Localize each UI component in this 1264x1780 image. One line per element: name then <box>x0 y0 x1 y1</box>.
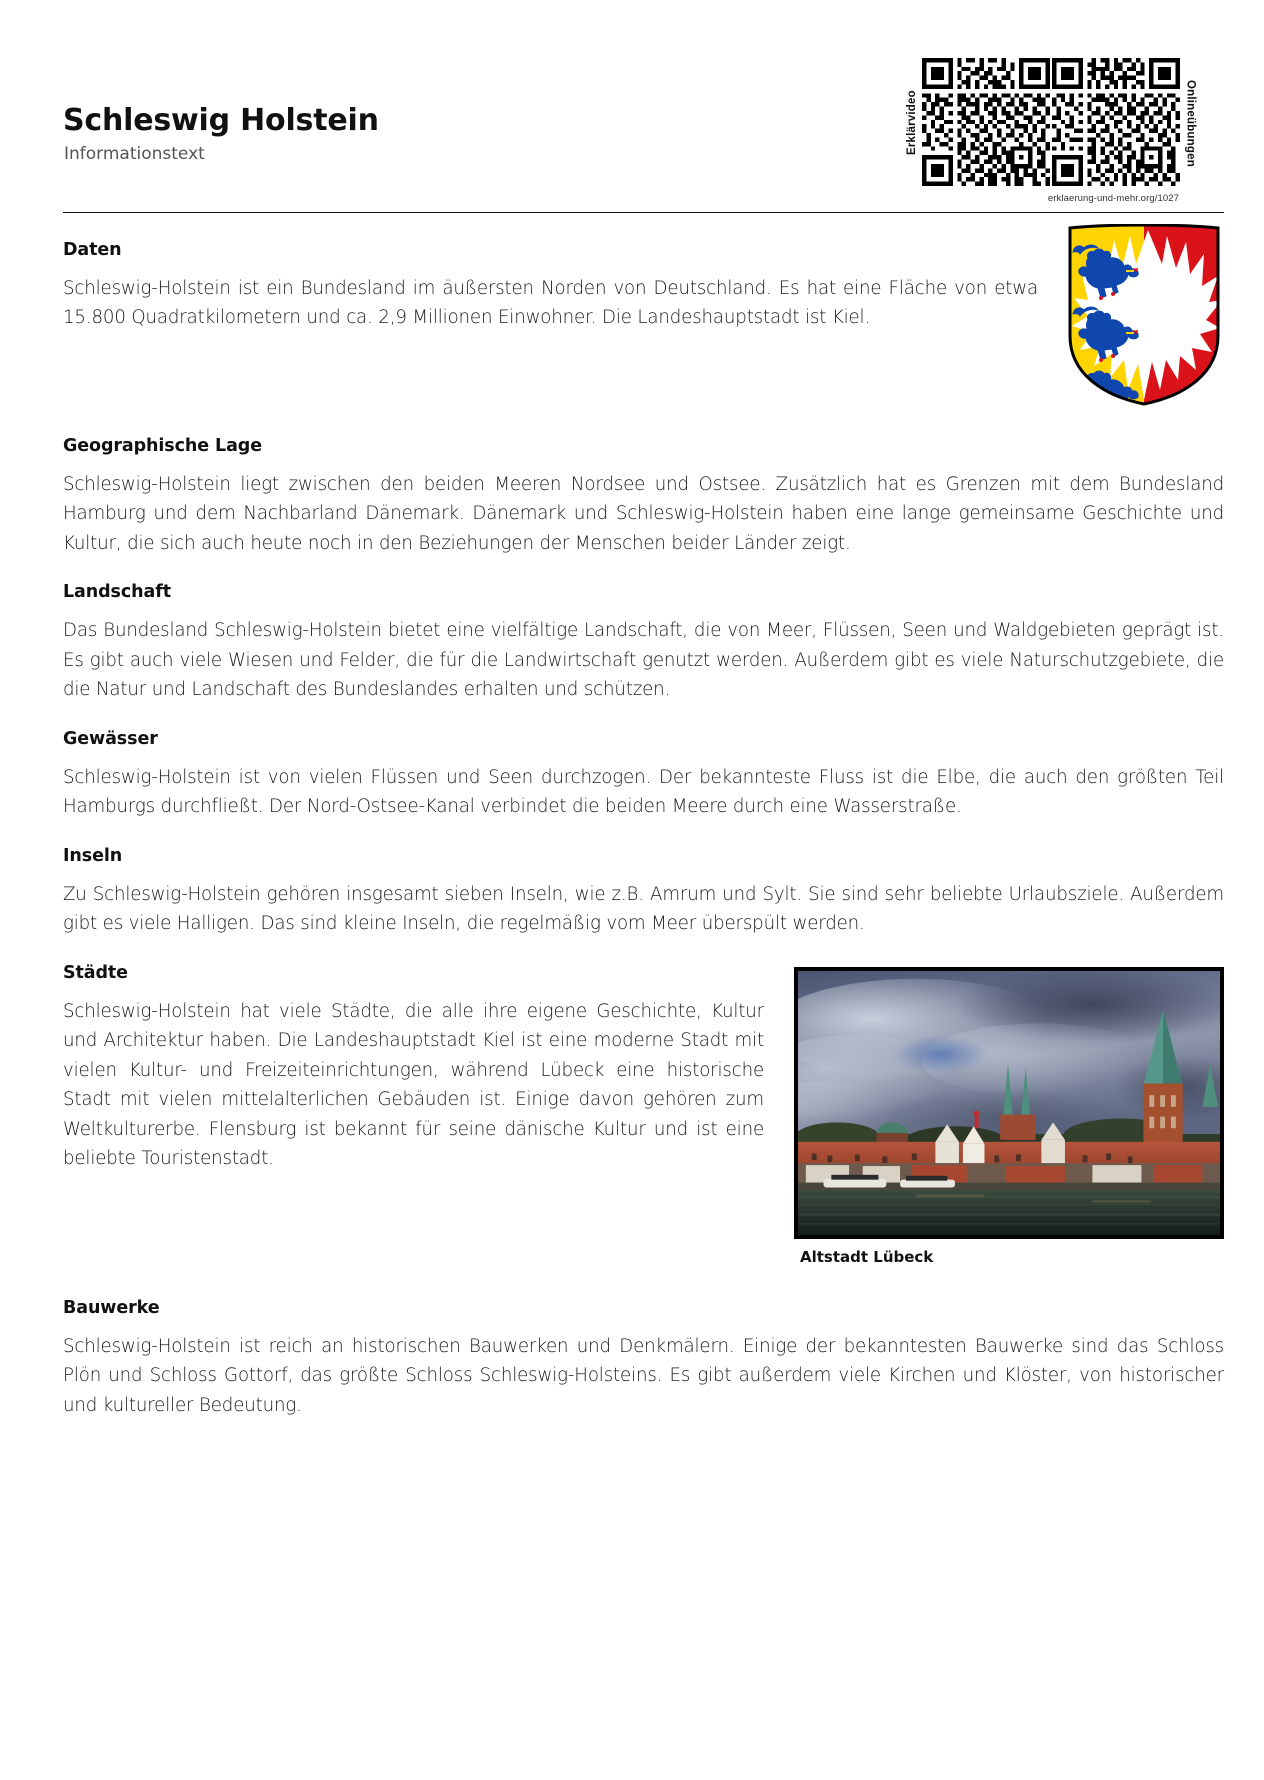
document-content <box>63 240 1224 1444</box>
section-paragraph: Schleswig-Holstein ist von vielen Flüssen und Seen durchzogen. Der bekannteste Fluss ist die Elbe, die auch den größten Teil Hamburgs durchfließt. Der Nord-Ostsee-Kanal verbindet die beiden Meere durch eine Wasserstraße. <box>63 766 1224 818</box>
section-inseln <box>63 846 1224 939</box>
header-divider <box>63 212 1224 213</box>
section-heading: Inseln <box>63 845 123 866</box>
page-header <box>63 48 1224 218</box>
section-gewaesser <box>63 729 1224 822</box>
qr-row <box>905 58 1197 188</box>
section-heading: Städte <box>63 962 128 983</box>
qr-label-erklaervideo: Erklärvideo <box>905 90 918 156</box>
photo-altstadt-luebeck <box>794 967 1224 1239</box>
section-paragraph: Schleswig-Holstein liegt zwischen den beiden Meeren Nordsee und Ostsee. Zusätzlich hat es Grenzen mit dem Bundesland Hamburg und dem Nachbarland Dänemark. Dänemark und Schleswig-Holstein haben eine lange gemeinsame Geschichte und Kultur, die sich auch heute noch in den Beziehungen der Menschen beider Länder zeigt. <box>63 474 1224 554</box>
qr-url-text: erklaerung-und-mehr.org/1027 <box>1047 193 1179 204</box>
section-heading: Geographische Lage <box>63 436 262 456</box>
section-staedte <box>63 963 1224 1274</box>
section-bauwerke <box>63 1298 1224 1420</box>
city-figure-luebeck <box>794 967 1224 1266</box>
coat-of-arms-schleswig-holstein-icon <box>1064 224 1224 406</box>
section-paragraph: Schleswig-Holstein hat viele Städte, die alle ihre eigene Geschichte, Kultur und Architektur haben. Die Landeshauptstadt Kiel ist eine moderne Stadt mit vielen Kultur- und Freizeiteinrichtungen, während Lübeck eine historische Stadt mit vielen mittelalterlichen Gebäuden ist. Einige davon gehören zum Weltkulturerbe. Flensburg ist bekannt für seine dänische Kultur und ist eine beliebte Touristenstadt. <box>63 1000 764 1170</box>
section-paragraph: Schleswig-Holstein ist reich an historischen Bauwerken und Denkmälern. Einige der bekanntesten Bauwerke sind das Schloss Plön und Schloss Gottorf, das größte Schloss Schleswig-Holsteins. Es gibt außerdem viele Kirchen und Klöster, von historischer und kultureller Bedeutung. <box>63 1335 1224 1416</box>
qr-code-erklaervideo-icon[interactable] <box>922 58 1050 186</box>
section-paragraph: Schleswig-Holstein ist ein Bundesland im äußersten Norden von Deutschland. Es hat eine Fläche von etwa 15.800 Quadratkilometern und ca. 2,9 Millionen Einwohner. Die Landeshauptstadt ist Kiel. <box>63 278 1038 329</box>
figure-caption: Altstadt Lübeck <box>800 1247 934 1266</box>
section-paragraph: Das Bundesland Schleswig-Holstein bietet eine vielfältige Landschaft, die von Meer, Flüssen, Seen und Waldgebieten geprägt ist. Es gibt auch viele Wiesen und Felder, die für die Landwirtschaft genutzt werden. Außerdem gibt es viele Naturschutzgebiete, die die Natur und Landschaft des Bundeslandes erhalten und schützen. <box>63 620 1224 701</box>
qr-block <box>905 58 1197 204</box>
title-block <box>63 104 379 164</box>
section-heading: Daten <box>63 240 122 260</box>
page-title: Schleswig Holstein <box>63 103 379 138</box>
qr-label-onlineuebungen: Onlineübungen <box>1184 79 1197 167</box>
section-heading: Gewässer <box>63 728 158 749</box>
qr-code-onlineuebungen-icon[interactable] <box>1052 58 1180 186</box>
section-daten <box>63 240 1224 412</box>
section-landschaft <box>63 582 1224 704</box>
section-heading: Landschaft <box>63 582 171 603</box>
section-paragraph: Zu Schleswig-Holstein gehören insgesamt sieben Inseln, wie z.B. Amrum und Sylt. Sie sind sehr beliebte Urlaubsziele. Außerdem gibt es viele Halligen. Das sind kleine Inseln, die regelmäßig vom Meer überspült werden. <box>63 883 1224 935</box>
section-heading: Bauwerke <box>63 1297 160 1318</box>
page-subtitle: Informationstext <box>64 143 205 164</box>
section-geographische-lage <box>63 436 1224 558</box>
